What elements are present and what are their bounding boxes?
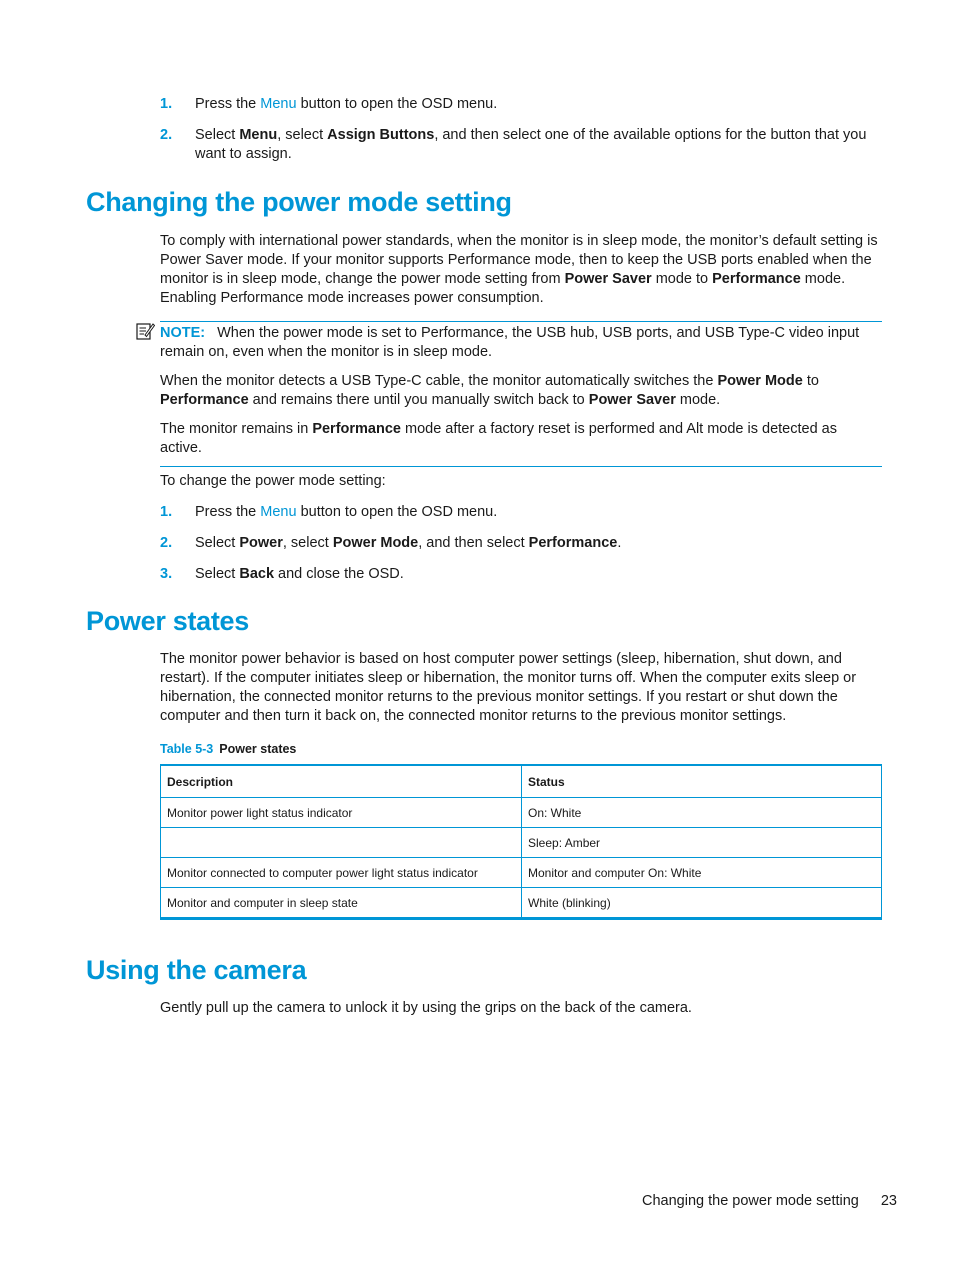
table-caption [160, 742, 296, 756]
list-item: 2. Select Menu, select Assign Buttons, and then select one of the available options for the button that you want to assign. [160, 127, 867, 162]
table-cell: Monitor power light status indicator [161, 798, 522, 828]
table-cell: Monitor and computer in sleep state [161, 888, 522, 919]
column-header-description: Description [161, 765, 522, 798]
table-cell: Monitor and computer On: White [522, 858, 882, 888]
step-number: 1. [160, 504, 173, 520]
heading-power-states: Power states [86, 606, 249, 636]
menu-link[interactable]: Menu [260, 96, 297, 112]
table-cell: Sleep: Amber [522, 828, 882, 858]
table-caption-title: Power states [219, 742, 297, 756]
table-row [161, 828, 882, 858]
step-number: 2. [160, 535, 173, 551]
list-item: 2. Select Power, select Power Mode, and then select Performance. [160, 535, 622, 551]
camera-body: Gently pull up the camera to unlock it by using the grips on the back of the camera. [160, 1000, 692, 1016]
step-number: 2. [160, 127, 173, 143]
list-item: 3. Select Back and close the OSD. [160, 566, 404, 582]
table-cell: Monitor connected to computer power light status indicator [161, 858, 522, 888]
note-paragraph: The monitor remains in Performance mode after a factory reset is performed and Alt mode is detected as active. [160, 421, 837, 456]
power-mode-intro: To comply with international power standards, when the monitor is in sleep mode, the monitor’s default setting is Power Saver mode. If your monitor supports Performance mode, then to keep the USB ports enabled when the monitor is in sleep mode, change the power mode setting from Power Saver mode to Performance mode. Enabling Performance mode increases power consumption. [160, 233, 878, 306]
note-paragraph: When the monitor detects a USB Type-C cable, the monitor automatically switches the Power Mode to Performance and remains there until you manually switch back to Power Saver mode. [160, 373, 819, 408]
table-cell: On: White [522, 798, 882, 828]
note-box [160, 321, 882, 467]
table-cell [161, 828, 522, 858]
page-number: 23 [880, 1193, 897, 1209]
table-row [161, 798, 882, 828]
power-mode-steps-list [160, 503, 882, 596]
note-label: NOTE: [160, 325, 206, 341]
heading-camera: Using the camera [86, 955, 307, 985]
power-mode-lead: To change the power mode setting: [160, 473, 386, 489]
table-row [161, 888, 882, 919]
heading-power-mode: Changing the power mode setting [86, 187, 512, 217]
table-row [161, 858, 882, 888]
page-footer [600, 1193, 897, 1209]
list-item: 1. Press the Menu button to open the OSD menu. [160, 504, 498, 520]
table-cell: White (blinking) [522, 888, 882, 919]
table-header-row [161, 765, 882, 798]
step-number: 3. [160, 566, 173, 582]
column-header-status: Status [522, 765, 882, 798]
assign-steps-list [160, 95, 882, 176]
table-caption-id: Table 5-3 [160, 742, 214, 756]
step-number: 1. [160, 96, 173, 112]
note-paragraph: NOTE: When the power mode is set to Performance, the USB hub, USB ports, and USB Type-C video input remain on, even when the monitor is in sleep mode. [160, 325, 860, 360]
power-states-body: The monitor power behavior is based on host computer power settings (sleep, hibernation, shut down, and restart). If the computer initiates sleep or hibernation, the monitor turns off. When the computer exits sleep or hibernation, the connected monitor returns to the previous monitor settings. If you restart or shut down the computer and then turn it back on, the connected monitor returns to the previous monitor settings. [160, 651, 857, 724]
footer-chapter: Changing the power mode setting [642, 1193, 859, 1209]
note-icon [135, 321, 155, 341]
list-item: 1. Press the Menu button to open the OSD menu. [160, 96, 498, 112]
menu-link[interactable]: Menu [260, 504, 297, 520]
power-states-table [160, 764, 882, 920]
